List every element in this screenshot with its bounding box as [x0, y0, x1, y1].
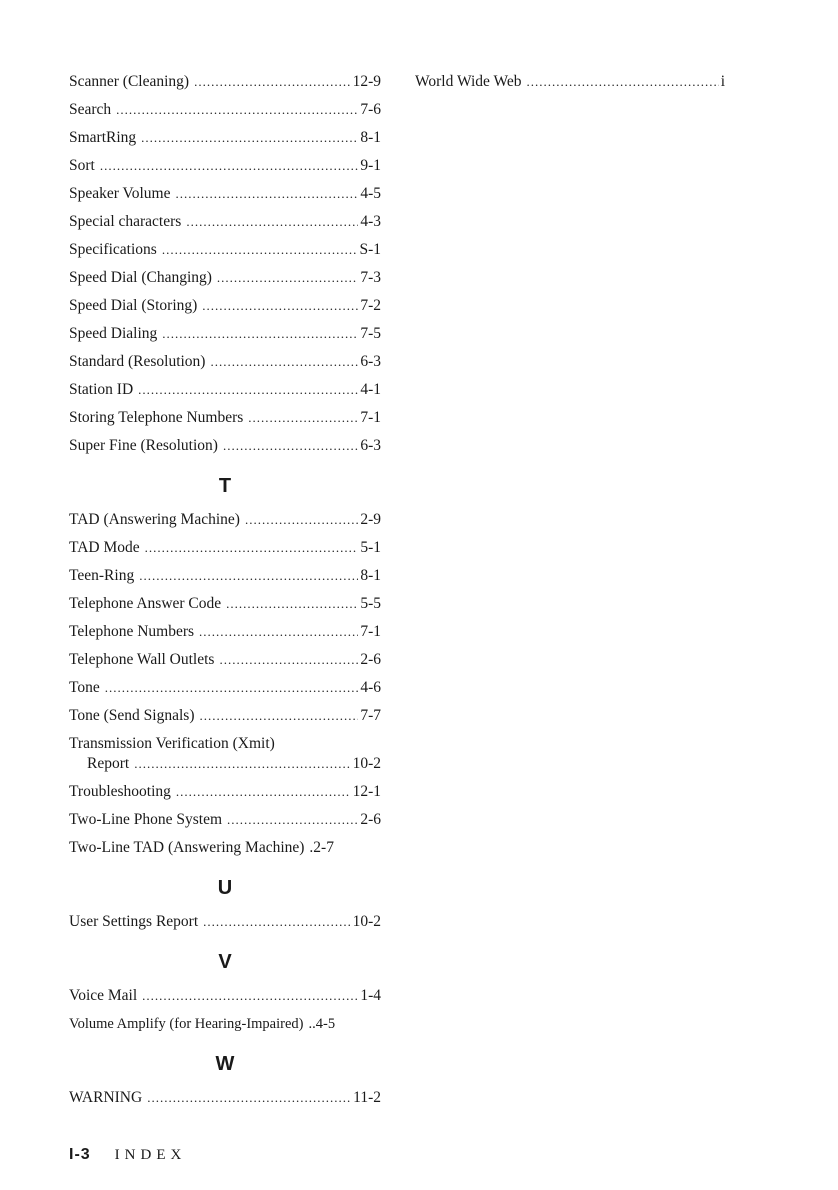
- index-entry: [69, 810, 381, 830]
- index-entry: [69, 838, 381, 858]
- entry-term: WARNING: [69, 1089, 143, 1106]
- entry-page: 11-2: [353, 1089, 381, 1106]
- entry-page: 7-1: [360, 409, 381, 426]
- entry-term: Troubleshooting: [69, 783, 171, 800]
- entry-page: 12-9: [352, 73, 381, 90]
- entry-term: Teen-Ring: [69, 567, 135, 584]
- entry-term: TAD Mode: [69, 539, 140, 556]
- index-entry: [69, 324, 381, 344]
- entry-term: Speed Dialing: [69, 325, 158, 342]
- dot-leader: [203, 912, 350, 932]
- entry-page: 4-5: [360, 185, 381, 202]
- entry-page: 7-3: [360, 269, 381, 286]
- entry-term: Sort: [69, 157, 95, 174]
- entry-term: Tone (Send Signals): [69, 707, 195, 724]
- entry-page: 8-1: [360, 129, 381, 146]
- dot-leader: [100, 156, 358, 176]
- index-column-right: [415, 72, 725, 100]
- dot-leader: [134, 754, 350, 774]
- entry-subterm: Report: [87, 755, 130, 772]
- dot-leader: [145, 538, 359, 558]
- dot-leader: [226, 594, 358, 614]
- entry-page: 4-1: [360, 381, 381, 398]
- entry-term: Transmission Verification (Xmit): [69, 735, 275, 752]
- entry-term: Speed Dial (Changing): [69, 269, 212, 286]
- u-entries: [69, 912, 381, 932]
- footer-label: INDEX: [114, 1147, 187, 1163]
- section-heading-w: W: [215, 1053, 235, 1075]
- entry-page: 6-3: [360, 437, 381, 454]
- index-entry: [69, 100, 381, 120]
- w-entries: [69, 1088, 381, 1108]
- index-entry: [69, 594, 381, 614]
- dot-leader: [245, 510, 358, 530]
- entry-page: 2-9: [360, 511, 381, 528]
- index-entry: [69, 986, 381, 1006]
- dot-leader: [202, 296, 358, 316]
- index-entry: [69, 156, 381, 176]
- dot-leader: [248, 408, 358, 428]
- entry-term: Standard (Resolution): [69, 353, 206, 370]
- entry-page: 2-6: [360, 651, 381, 668]
- dot-leader: [139, 566, 358, 586]
- entry-subline: [69, 754, 381, 774]
- entry-term: Scanner (Cleaning): [69, 73, 190, 90]
- index-entry: [69, 352, 381, 372]
- entry-page: 5-5: [360, 595, 381, 612]
- section-heading-v: V: [218, 951, 232, 973]
- entry-page: 7-7: [360, 707, 381, 724]
- dot-leader: [217, 268, 358, 288]
- entry-page: 10-2: [352, 913, 381, 930]
- entry-term: Station ID: [69, 381, 134, 398]
- index-entry: [69, 912, 381, 932]
- dot-leader: [142, 986, 358, 1006]
- entry-page: 7-5: [360, 325, 381, 342]
- index-entry: [69, 296, 381, 316]
- entry-term: Telephone Answer Code: [69, 595, 222, 612]
- entry-term: Two-Line Phone System: [69, 811, 223, 828]
- dot-leader: [199, 706, 358, 726]
- entry-term: Search: [69, 101, 112, 118]
- dot-leader: [116, 100, 358, 120]
- entry-term: Tone: [69, 679, 100, 696]
- section-heading-u: U: [217, 877, 233, 899]
- entry-term: Storing Telephone Numbers: [69, 409, 244, 426]
- s-entries: [69, 72, 381, 456]
- entry-term: Voice Mail: [69, 987, 138, 1004]
- index-entry: [69, 184, 381, 204]
- entry-term: Telephone Numbers: [69, 623, 195, 640]
- entry-page: 6-3: [360, 353, 381, 370]
- dot-leader: [105, 678, 359, 698]
- entry-page: 1-4: [360, 987, 381, 1004]
- entry-term: Two-Line TAD (Answering Machine): [69, 839, 305, 856]
- index-entry: [69, 650, 381, 670]
- entry-page: 9-1: [360, 157, 381, 174]
- dot-leader: [175, 184, 358, 204]
- dot-leader: [219, 650, 358, 670]
- index-entry: [69, 566, 381, 586]
- index-entry: [69, 380, 381, 400]
- dot-leader: [162, 324, 358, 344]
- entry-page: 7-6: [360, 101, 381, 118]
- entry-term: Telephone Wall Outlets: [69, 651, 215, 668]
- index-entry: [415, 72, 725, 92]
- dot-leader: [147, 1088, 351, 1108]
- entry-page: .2-7: [309, 839, 334, 856]
- entry-term: Special characters: [69, 213, 182, 230]
- entry-term: Volume Amplify (for Hearing-Impaired): [69, 1016, 304, 1032]
- dot-leader: [176, 782, 351, 802]
- entry-page: 4-3: [360, 213, 381, 230]
- index-entry: [69, 240, 381, 260]
- index-entry: [69, 212, 381, 232]
- page-footer: [69, 1146, 186, 1164]
- index-entry: [69, 1088, 381, 1108]
- index-entry: [69, 128, 381, 148]
- entry-page: 7-2: [360, 297, 381, 314]
- dot-leader: [194, 72, 350, 92]
- index-entry: [69, 1014, 381, 1034]
- dot-leader: [141, 128, 358, 148]
- index-entry: [69, 268, 381, 288]
- entry-term: TAD (Answering Machine): [69, 511, 240, 528]
- index-entry: [69, 706, 381, 726]
- entry-page: 7-1: [360, 623, 381, 640]
- index-entry: [69, 782, 381, 802]
- index-entry: [69, 510, 381, 530]
- index-entry: [69, 538, 381, 558]
- index-entry: [69, 678, 381, 698]
- dot-leader: [199, 622, 358, 642]
- entry-page: i: [720, 73, 725, 90]
- entry-page: 8-1: [360, 567, 381, 584]
- entry-term: SmartRing: [69, 129, 137, 146]
- entry-term: Speaker Volume: [69, 185, 171, 202]
- dot-leader: [227, 810, 358, 830]
- entry-term: World Wide Web: [415, 73, 522, 90]
- dot-leader: [223, 436, 358, 456]
- dot-leader: [186, 212, 358, 232]
- entry-page: S-1: [359, 241, 381, 258]
- v-entries: [69, 986, 381, 1034]
- index-entry: [69, 408, 381, 428]
- entry-term: Super Fine (Resolution): [69, 437, 218, 454]
- t-entries: [69, 510, 381, 858]
- section-heading-t: T: [218, 475, 232, 497]
- entry-page: 4-6: [360, 679, 381, 696]
- entry-page: 2-6: [360, 811, 381, 828]
- page-number: I-3: [69, 1146, 91, 1163]
- entry-page: 12-1: [352, 783, 381, 800]
- dot-leader: [162, 240, 358, 260]
- dot-leader: [210, 352, 358, 372]
- entry-term: Speed Dial (Storing): [69, 297, 198, 314]
- index-entry: [69, 622, 381, 642]
- entry-page: 5-1: [360, 539, 381, 556]
- index-column-left: [69, 72, 381, 1116]
- dot-leader: [527, 72, 719, 92]
- entry-page: 10-2: [352, 755, 381, 772]
- index-entry-multiline: [69, 734, 381, 774]
- entry-page: ..4-5: [308, 1016, 336, 1032]
- index-entry: [69, 436, 381, 456]
- entry-term: User Settings Report: [69, 913, 199, 930]
- entry-term: Specifications: [69, 241, 157, 258]
- dot-leader: [138, 380, 358, 400]
- index-entry: [69, 72, 381, 92]
